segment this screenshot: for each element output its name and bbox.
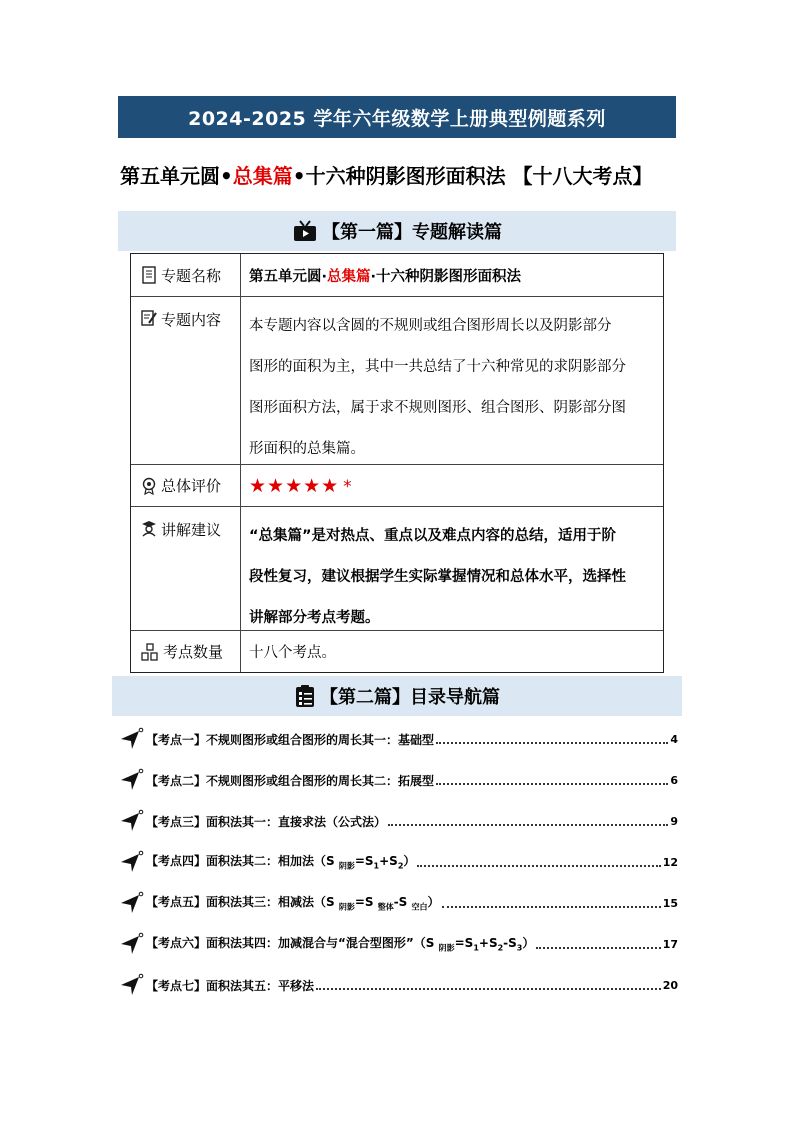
toc-item-4[interactable]: 【考点四】面积法其二：相加法（S $_{阴影}=S_1+S_2$） 12 xyxy=(118,847,678,877)
toc-item-5[interactable]: 【考点五】面积法其三：相减法（S $_{阴影}$=S $_{整体}$-S $_{空白}$） 15 xyxy=(118,888,678,918)
rating-stars: ★★★★★ * xyxy=(249,474,353,497)
nav-arrow-icon xyxy=(118,768,146,792)
toc-item-1[interactable]: 【考点一】不规则图形或组合图形的周长其一：基础型 4 xyxy=(118,724,678,754)
nav-arrow-icon xyxy=(118,932,146,956)
label-advice: 讲解建议 xyxy=(161,521,222,539)
subtitle-prefix: 第五单元圆• xyxy=(120,164,233,188)
row-count xyxy=(131,630,663,672)
label-topic-content: 专题内容 xyxy=(161,311,222,329)
tv-icon xyxy=(292,219,318,243)
section-one-title: 【第一篇】专题解读篇 xyxy=(322,222,502,243)
value-advice: “总集篇”是对热点、重点以及难点内容的总结，适用于阶 段性复习，建议根据学生实际掌握情况和总体水平，选择性 讲解部分考点考题。 xyxy=(249,528,626,626)
row-advice xyxy=(131,506,663,630)
nav-arrow-icon xyxy=(118,973,146,997)
nav-arrow-icon xyxy=(118,850,146,874)
label-count: 考点数量 xyxy=(163,643,224,661)
value-count: 十八个考点。 xyxy=(249,645,336,661)
clipboard-list-icon xyxy=(294,684,316,708)
medal-icon xyxy=(141,477,157,495)
series-banner: 2024-2025 学年六年级数学上册典型例题系列 xyxy=(118,96,676,138)
value-rating xyxy=(249,465,655,506)
document-icon xyxy=(141,266,157,284)
nav-arrow-icon xyxy=(118,727,146,751)
toc-item-7[interactable]: 【考点七】面积法其五：平移法 20 xyxy=(118,970,678,1000)
row-topic-name xyxy=(131,254,663,296)
edit-note-icon xyxy=(141,309,157,327)
value-topic-name: 第五单元圆· 总集篇 ·十六种阴影图形面积法 xyxy=(249,268,522,285)
row-topic-content xyxy=(131,296,663,464)
section-one-header xyxy=(118,211,676,251)
blocks-icon xyxy=(141,643,159,661)
teacher-icon xyxy=(141,519,157,537)
nav-arrow-icon xyxy=(118,891,146,915)
subtitle-suffix: •十六种阴影图形面积法 【十八大考点】 xyxy=(292,164,653,188)
label-rating: 总体评价 xyxy=(161,477,222,495)
page-subtitle xyxy=(120,160,720,189)
section-two-title: 【第二篇】目录导航篇 xyxy=(320,687,500,708)
topic-info-table xyxy=(130,253,664,673)
toc-item-2[interactable]: 【考点二】不规则图形或组合图形的周长其二：拓展型 6 xyxy=(118,765,678,795)
nav-arrow-icon xyxy=(118,809,146,833)
toc-item-3[interactable]: 【考点三】面积法其一：直接求法（公式法） 9 xyxy=(118,806,678,836)
row-rating xyxy=(131,464,663,506)
section-two-header xyxy=(112,676,682,716)
value-topic-content: 本专题内容以含圆的不规则或组合图形周长以及阴影部分 图形的面积为主，其中一共总结了十六种常见的求阴影部分 图形面积方法，属于求不规则图形、组合图形、阴影部分图 形面积的总集篇。 xyxy=(249,318,626,457)
label-topic-name: 专题名称 xyxy=(161,266,222,285)
subtitle-highlight: 总集篇 xyxy=(232,164,293,188)
toc-item-6[interactable]: 【考点六】面积法其四：加减混合与“混合型图形”（S $_{阴影}=S_1+S_2-S_3$） 17 xyxy=(118,929,678,959)
